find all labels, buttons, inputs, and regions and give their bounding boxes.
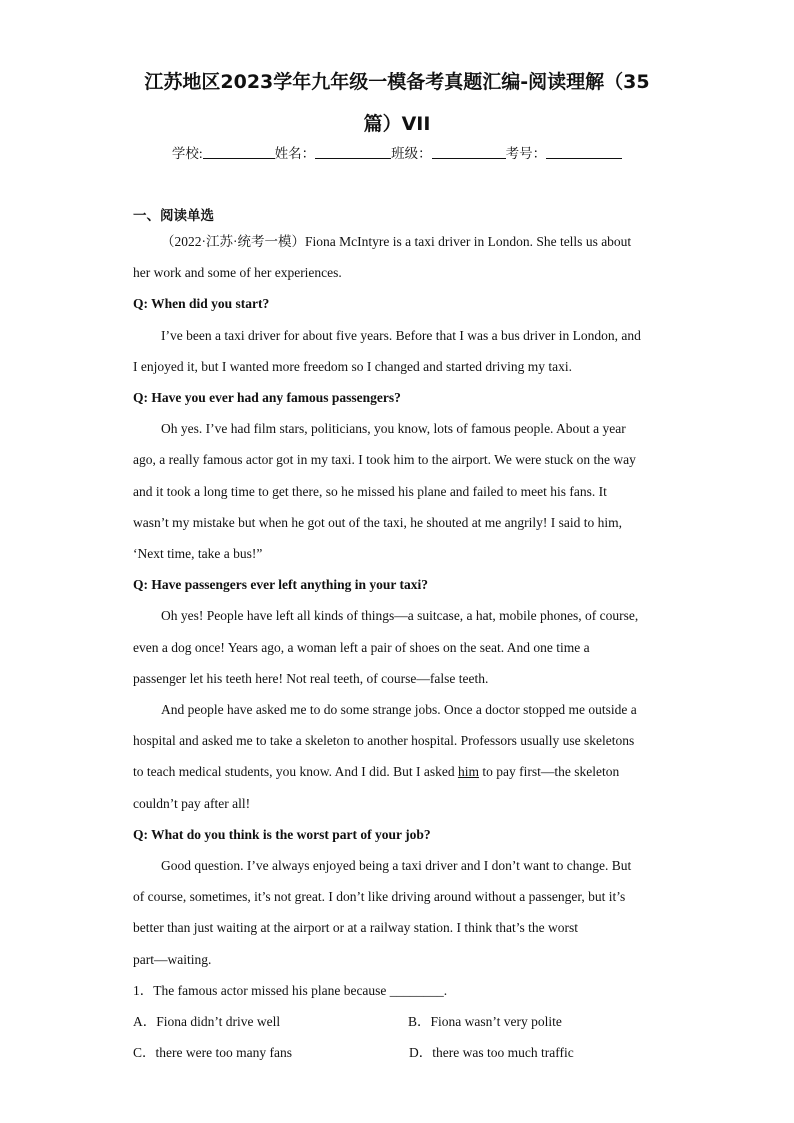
answer-line: part—waiting. [133, 952, 212, 967]
passage-intro-line: her work and some of her experiences. [133, 265, 342, 280]
answer-line: Good question. I’ve always enjoyed being a taxi driver and I don’t want to change. But [161, 858, 632, 873]
answer-line: of course, sometimes, it’s not great. I don’t like driving around without a passenger, but it’s [133, 889, 626, 904]
answer-line: I enjoyed it, but I wanted more freedom so I changed and started driving my taxi. [133, 359, 572, 374]
answer-line: hospital and asked me to take a skeleton to another hospital. Professors usually use skeletons [133, 733, 635, 748]
answer-line: Oh yes! People have left all kinds of things—a suitcase, a hat, mobile phones, of course, [161, 608, 639, 623]
section-heading: 一、阅读单选 [133, 208, 214, 224]
underlined-word: him [457, 764, 479, 779]
number-label: 考号： [505, 146, 547, 161]
option-b[interactable]: B．Fiona wasn’t very polite [408, 1014, 562, 1029]
school-blank[interactable] [203, 144, 275, 159]
answer-line: passenger let his teeth here! Not real teeth, of course—false teeth. [133, 671, 489, 686]
name-label: 姓名： [274, 146, 316, 161]
answer-line: couldn’t pay after all! [133, 796, 251, 811]
passage-intro-line: （2022·江苏·统考一模）Fiona McIntyre is a taxi driver in London. She tells us about [161, 234, 632, 249]
number-blank[interactable] [546, 144, 622, 159]
answer-text: to teach medical students, you know. And I did. But I asked [133, 764, 455, 779]
interview-question: Q: When did you start? [133, 296, 270, 311]
name-blank[interactable] [315, 144, 391, 159]
interview-question: Q: Have passengers ever left anything in your taxi? [133, 577, 428, 592]
answer-line [133, 762, 663, 782]
answer-line: ‘Next time, take a bus!” [133, 546, 263, 561]
answer-line: wasn’t my mistake but when he got out of the taxi, he shouted at me angrily! I said to him, [133, 515, 623, 530]
interview-question: Q: Have you ever had any famous passengers? [133, 390, 401, 405]
answer-line: better than just waiting at the airport or at a railway station. I think that’s the worst [133, 920, 579, 935]
class-blank[interactable] [432, 144, 506, 159]
interview-question: Q: What do you think is the worst part of your job? [133, 827, 431, 842]
school-label: 学校: [171, 146, 203, 161]
answer-line: And people have asked me to do some strange jobs. Once a doctor stopped me outside a [161, 702, 637, 717]
answer-line: I’ve been a taxi driver for about five years. Before that I was a bus driver in London, and [161, 328, 641, 343]
answer-line: and it took a long time to get there, so he missed his plane and failed to meet his fans. It [133, 484, 607, 499]
answer-line: Oh yes. I’ve had film stars, politicians, you know, lots of famous people. About a year [161, 421, 626, 436]
student-info-row [0, 144, 794, 164]
option-c[interactable]: C．there were too many fans [133, 1045, 292, 1060]
option-a[interactable]: A．Fiona didn’t drive well [133, 1014, 281, 1029]
page-title-line-2: 篇）VII [363, 113, 431, 135]
answer-text: to pay first—the skeleton [482, 764, 620, 779]
answer-line: even a dog once! Years ago, a woman left a pair of shoes on the seat. And one time a [133, 640, 590, 655]
option-d[interactable]: D．there was too much traffic [409, 1045, 574, 1060]
page-title-line-1: 江苏地区2023学年九年级一模备考真题汇编-阅读理解（35 [144, 71, 650, 93]
question-stem: 1．The famous actor missed his plane because ________. [133, 983, 448, 998]
answer-line: ago, a really famous actor got in my taxi. I took him to the airport. We were stuck on the way [133, 452, 636, 467]
class-label: 班级： [391, 146, 432, 161]
